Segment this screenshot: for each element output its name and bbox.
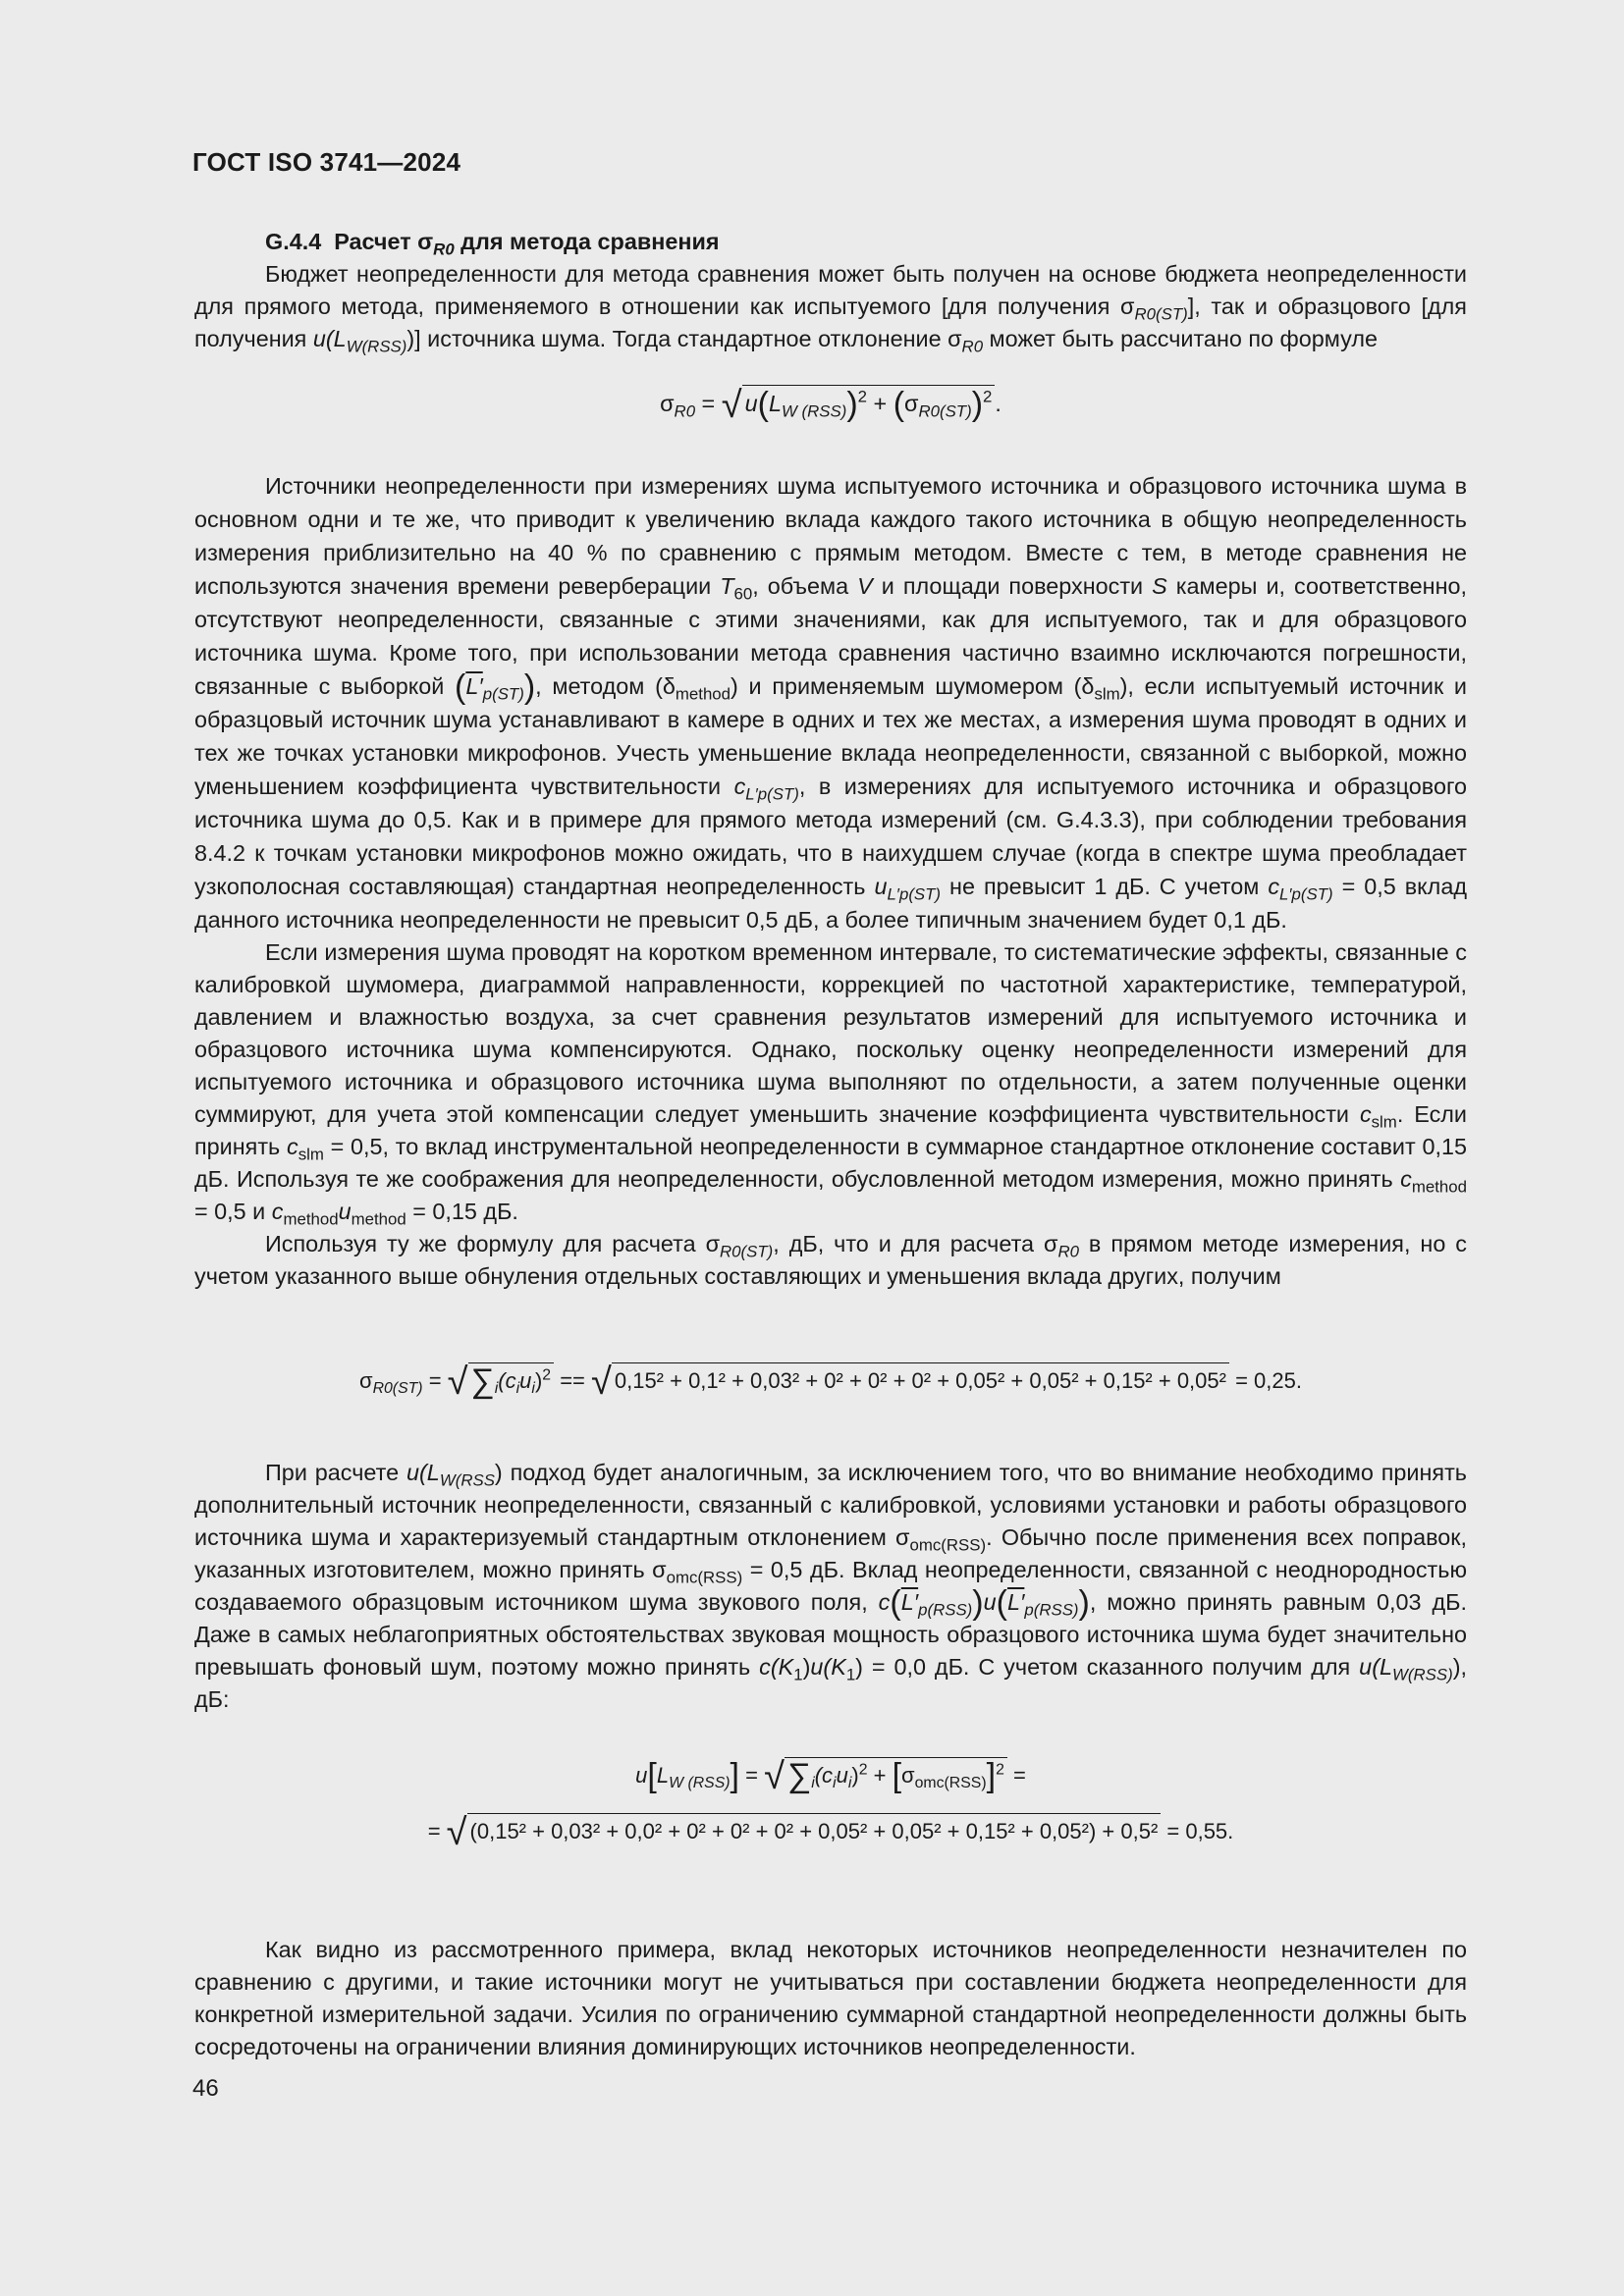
paragraph-6: Как видно из рассмотренного примера, вклад некоторых источников неопределенности незначителен по сравнению с другими, и такие источники могут не учитываться при составлении бюджета неопределенности для конкретной измерительной задачи. Усилия по ограничению суммарной стандартной неопределенности должны быть сосредоточены на ограничении влияния доминирующих источников неопределенности.: [194, 1937, 1467, 2059]
document-header: ГОСТ ISO 3741—2024: [192, 147, 461, 177]
paragraph-2: Источники неопределенности при измерениях шума испытуемого источника и образцового источника шума в основном одни и те же, что приводит к увеличению вклада каждого такого источника в общую неопределенность измерения приблизительно на 40 % по сравнению с прямым методом. Вместе с тем, в методе сравнения не используются значения времени реверберации $T_{60}$, объема V и площади поверхности S камеры и, соответственно, отсутствуют неопределенности, связанные с этими значениями, как для испытуемого, так и для образцового источника шума. Кроме того, при использовании метода сравнения частично взаимно исключаются погрешности, связанные с выборкой $(L'_{p(ST)})$, методом $(\delta_{method})$ и применяемым шумомером $(\delta_{slm})$, если испытуемый источник и образцовый источник шума устанавливают в камере в одних и тех же местах, а измерения шума проводят в одних и тех же точках установки микрофонов. Учесть уменьшение вклада неопределенности, связанной с выборкой, можно уменьшением коэффициента чувствительности $c_{L'p(ST)}$, в измерениях для испытуемого источника и образцового источника шума до 0,5. Как и в примере для прямого метода измерений (см. G.4.3.3), при соблюдении требования 8.4.2 к точкам установки микрофонов можно ожидать, что в наихудшем случае (когда в спектре шума преобладает узкополосная составляющая) стандартная неопределенность $u_{L'p(ST)}$ не превысит 1 дБ. С учетом $c_{L'p(ST)} = 0,5$ вклад данного источника неопределенности не превысит 0,5 дБ, а более типичным значением будет 0,1 дБ.: [194, 473, 1468, 933]
paragraph-4: Используя ту же формулу для расчета $\sigma_{R0(ST)}$, дБ, что и для расчета $\sigma_{R0}$ в прямом методе измерения, но с учетом указанного выше обнуления отдельных составляющих и уменьшения вклада других, получим: [194, 1231, 1467, 1289]
paragraph-5-block: [194, 1457, 1467, 1716]
paragraph-1: Бюджет неопределенности для метода сравнения может быть получен на основе бюджета неопределенности для прямого метода, применяемого в отношении как испытуемого [для получения $\sigma_{R0(ST)}$], так и образцового [для получения $u(L_{W(RSS)})$] источника шума. Тогда стандартное отклонение $\sigma_{R0}$ может быть рассчитано по формуле: [194, 261, 1467, 356]
formula-2: $\sigma_{R0(ST)} = √\sum_i(c_iu_i)^2$ == √ 0,15² + 0,1² + 0,03² + 0² + 0² + 0² + 0,05² + 0,05² + 0,15² + 0,05² = 0,25.: [358, 1362, 1302, 1403]
page-number: 46: [192, 2075, 219, 2102]
formula-1: $\sigma_{R0}$ = √ $u(L_{W (RSS)})^2 + (\sigma_{R0(ST)})^2$ .: [660, 385, 1001, 426]
section-block: [194, 226, 1467, 355]
formula-3: $u[L_{W (RSS)}] = √\sum_i(c_iu_i)^2 + [\sigma_{omc(RSS)}]^2$ = = √ (0,15² + 0,03² + 0,0² + 0² + 0² + 0² + 0,05² + 0,05² + 0,15² + 0,05²) + 0,5² = 0,55.: [427, 1756, 1234, 1853]
paragraph-6-block: [194, 1934, 1467, 2063]
section-heading: G.4.4 Расчет $\sigma_{R0}$ для метода сравнения: [265, 229, 720, 259]
paragraph-5: При расчете $u(L_{W(RSS})$ подход будет аналогичным, за исключением того, что во внимание необходимо принять дополнительный источник неопределенности, связанный с калибровкой, условиями установки и работы образцового источника шума и характеризуемый стандартным отклонением $\sigma_{omc(RSS)}$. Обычно после применения всех поправок, указанных изготовителем, можно принять $\sigma_{omc(RSS)} = 0,5$ дБ. Вклад неопределенности, связанной с неоднородностью создаваемого образцовым источником шума звукового поля, $c(L'_{p(RSS)})u(L'_{p(RSS)})$, можно принять равным 0,03 дБ. Даже в самых неблагоприятных обстоятельствах звуковая мощность образцового источника шума будет значительно превышать фоновый шум, поэтому можно принять $c(K_1)u(K_1) = 0,0$ дБ. С учетом сказанного получим для $u(L_{W(RSS)})$, дБ:: [194, 1460, 1467, 1712]
paragraph-3: Если измерения шума проводят на коротком временном интервале, то систематические эффекты, связанные с калибровкой шумомера, диаграммой направленности, коррекцией по частотной характеристике, температурой, давлением и влажностью воздуха, за счет сравнения результатов измерений для испытуемого источника и образцового источника шума компенсируются. Однако, поскольку оценку неопределенности измерений для испытуемого источника и образцового источника шума выполняют по отдельности, а затем полученные оценки суммируют, для учета этой компенсации следует уменьшить значение коэффициента чувствительности $c_{slm}$. Если принять $c_{slm} = 0,5$, то вклад инструментальной неопределенности в суммарное стандартное отклонение составит 0,15 дБ. Используя те же соображения для неопределенности, обусловленной методом измерения, можно принять $c_{method} = 0,5$ и $c_{method}u_{method} = 0,15$ дБ.: [194, 939, 1467, 1229]
main-text-block: [194, 469, 1467, 1293]
